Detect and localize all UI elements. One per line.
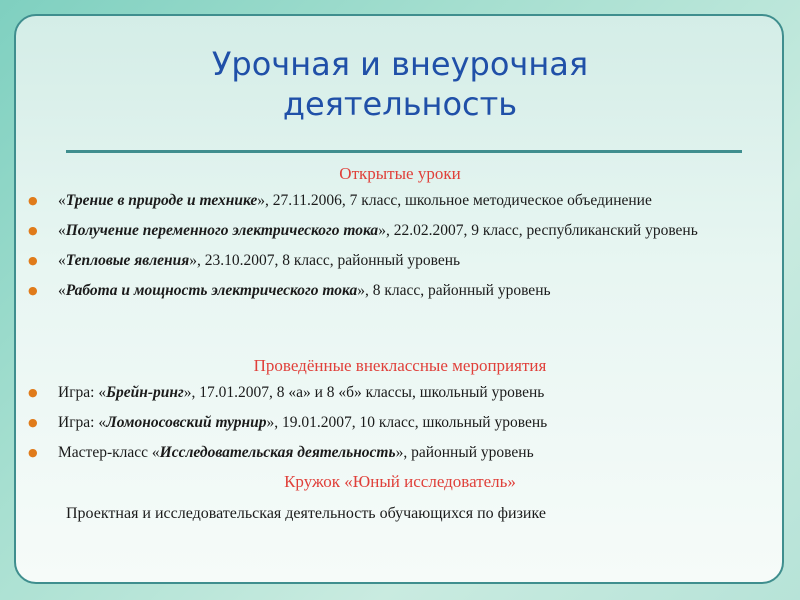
bullet-icon: ● — [28, 416, 38, 429]
slide-title — [0, 44, 800, 124]
list-item: ● «Трение в природе и технике», 27.11.2006, 7 класс, школьное методическое объединение — [28, 190, 748, 212]
list-item: ● «Получение переменного электрического тока», 22.02.2007, 9 класс, республиканский уровень — [28, 220, 748, 242]
bullet-icon: ● — [28, 254, 38, 267]
section-heading-events: Проведённые внеклассные мероприятия — [253, 356, 547, 375]
list-item: ● Мастер-класс «Исследовательская деятельность», районный уровень — [28, 442, 748, 464]
bullet-icon: ● — [28, 386, 38, 399]
list-item: ● «Работа и мощность электрического тока», 8 класс, районный уровень — [28, 280, 748, 302]
list-item: ● Игра: «Ломоносовский турнир», 19.01.2007, 10 класс, школьный уровень — [28, 412, 748, 434]
title-divider — [66, 150, 742, 153]
bullet-icon: ● — [28, 446, 38, 459]
section-heading-open-lessons: Открытые уроки — [339, 164, 461, 183]
bullet-icon: ● — [28, 284, 38, 297]
bullet-icon: ● — [28, 224, 38, 237]
section-heading-club: Кружок «Юный исследователь» — [284, 472, 516, 491]
title-line-1: Урочная и внеурочная — [211, 45, 589, 83]
title-line-2: деятельность — [282, 85, 518, 123]
list-item: ● «Тепловые явления», 23.10.2007, 8 класс, районный уровень — [28, 250, 748, 272]
list-item: ● Игра: «Брейн-ринг», 17.01.2007, 8 «а» и 8 «б» классы, школьный уровень — [28, 382, 748, 404]
open-lessons-list — [28, 190, 748, 310]
club-description: Проектная и исследовательская деятельность обучающихся по физике — [66, 505, 546, 522]
events-list — [28, 382, 748, 472]
bullet-icon: ● — [28, 194, 38, 207]
